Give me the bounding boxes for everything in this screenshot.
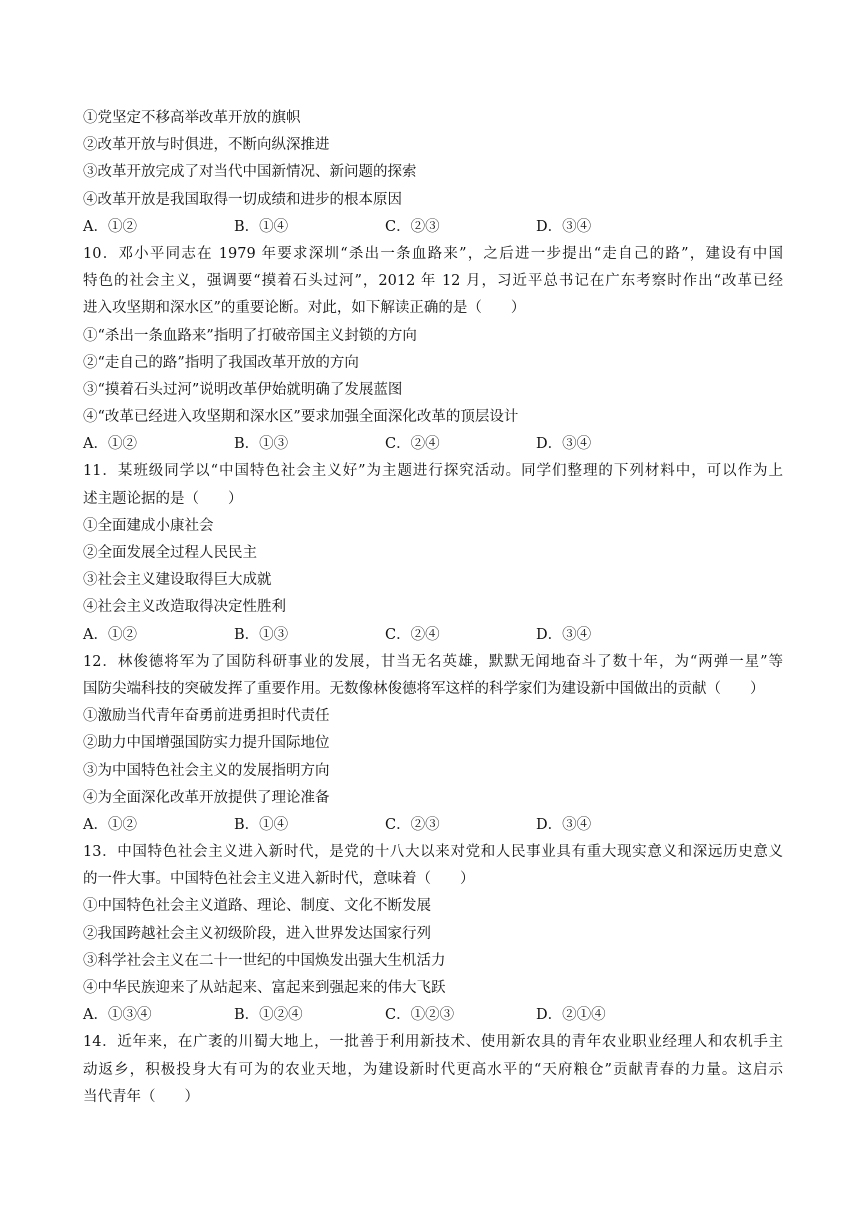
question-11: [83, 458, 783, 648]
statement: ①“杀出一条血路来”指明了打破帝国主义封锁的方向: [83, 327, 417, 344]
question-stem: 11．某班级同学以“中国特色社会主义好”为主题进行探究活动。同学们整理的下列材料中，可以作为上: [83, 463, 783, 480]
statement: ④改革开放是我国取得一切成绩和进步的根本原因: [83, 191, 402, 208]
option-d: D．③④: [536, 218, 592, 235]
option-b: B．①④: [234, 816, 289, 833]
question-stem: 特色的社会主义，强调要“摸着石头过河”，2012 年 12 月，习近平总书记在广东考察时作出“改革已经: [83, 273, 783, 290]
statement: ①党坚定不移高举改革开放的旗帜: [83, 110, 301, 126]
statement: ④“改革已经进入攻坚期和深水区”要求加强全面深化改革的顶层设计: [83, 409, 519, 426]
statement: ④社会主义改造取得决定性胜利: [83, 599, 286, 616]
question-14: [83, 1029, 783, 1111]
statement: ①全面建成小康社会: [83, 517, 214, 534]
question-12: [83, 649, 783, 839]
question-10: [83, 241, 783, 459]
option-c: C．②③: [385, 218, 440, 235]
statement: ④中华民族迎来了从站起来、富起来到强起来的伟大飞跃: [83, 980, 446, 996]
statement: ②我国跨越社会主义初级阶段，进入世界发达国家行列: [83, 925, 431, 942]
option-d: D．③④: [536, 626, 592, 643]
option-a: A．①②: [83, 816, 137, 833]
statement: ③改革开放完成了对当代中国新情况、新问题的探索: [83, 164, 417, 181]
question-13: [83, 839, 783, 1029]
question-9: [83, 105, 783, 241]
option-b: B．①③: [234, 436, 289, 453]
statement: ①激励当代青年奋勇前进勇担时代责任: [83, 708, 330, 725]
options-row: [83, 214, 783, 241]
question-stem: 国防尖端科技的突破发挥了重要作用。无数像林俊德将军这样的科学家们为建设新中国做出的贡献（ ）: [83, 680, 765, 697]
option-b: B．①③: [234, 626, 289, 643]
statement: ③科学社会主义在二十一世纪的中国焕发出强大生机活力: [83, 952, 446, 969]
statement: ①中国特色社会主义道路、理论、制度、文化不断发展: [83, 898, 431, 915]
options-row: [83, 812, 783, 839]
option-a: A．①②: [83, 626, 137, 643]
options-row: [83, 431, 783, 458]
question-stem: 当代青年（ ）: [83, 1088, 199, 1105]
question-stem: 动返乡，积极投身大有可为的农业天地，为建设新时代更高水平的“天府粮仓”贡献青春的力量。这启示: [83, 1061, 783, 1078]
statement: ③社会主义建设取得巨大成就: [83, 572, 272, 589]
option-a: A．①②: [83, 436, 137, 453]
option-d: D．③④: [536, 816, 592, 833]
option-a: A．①③④: [83, 1007, 152, 1024]
statement: ②改革开放与时俱进，不断向纵深推进: [83, 137, 330, 154]
question-stem: 14．近年来，在广袤的川蜀大地上，一批善于利用新技术、使用新农具的青年农业职业经理人和农机手主: [83, 1034, 783, 1051]
option-d: D．②①④: [536, 1007, 606, 1024]
statement: ②全面发展全过程人民民主: [83, 545, 257, 561]
statement: ③“摸着石头过河”说明改革伊始就明确了发展蓝图: [83, 381, 403, 398]
options-row: [83, 1002, 783, 1029]
question-stem: 10．邓小平同志在 1979 年要求深圳“杀出一条血路来”，之后进一步提出“走自己的路”，建设有中国: [83, 245, 783, 262]
questions: [83, 105, 783, 1111]
question-stem: 12．林俊德将军为了国防科研事业的发展，甘当无名英雄，默默无闻地奋斗了数十年，为“两弹一星”等: [83, 653, 783, 670]
statement: ②“走自己的路”指明了我国改革开放的方向: [83, 354, 359, 371]
question-stem: 述主题论据的是（ ）: [83, 490, 243, 507]
question-stem: 进入攻坚期和深水区”的重要论断。对此，如下解读正确的是（ ）: [83, 300, 526, 317]
statement: ②助力中国增强国防实力提升国际地位: [83, 735, 330, 752]
option-b: B．①④: [234, 218, 289, 235]
statement: ④为全面深化改革开放提供了理论准备: [83, 789, 330, 806]
option-c: C．①②③: [385, 1007, 455, 1024]
option-d: D．③④: [536, 436, 592, 453]
option-c: C．②④: [385, 626, 440, 643]
statement: ③为中国特色社会主义的发展指明方向: [83, 762, 330, 779]
question-stem: 13．中国特色社会主义进入新时代，是党的十八大以来对党和人民事业具有重大现实意义和深远历史意义: [83, 844, 783, 861]
option-b: B．①②④: [234, 1007, 303, 1024]
option-a: A．①②: [83, 218, 137, 235]
question-stem: 的一件大事。中国特色社会主义进入新时代，意味着（ ）: [83, 871, 475, 888]
option-c: C．②③: [385, 816, 440, 833]
option-c: C．②④: [385, 436, 440, 453]
options-row: [83, 622, 783, 649]
